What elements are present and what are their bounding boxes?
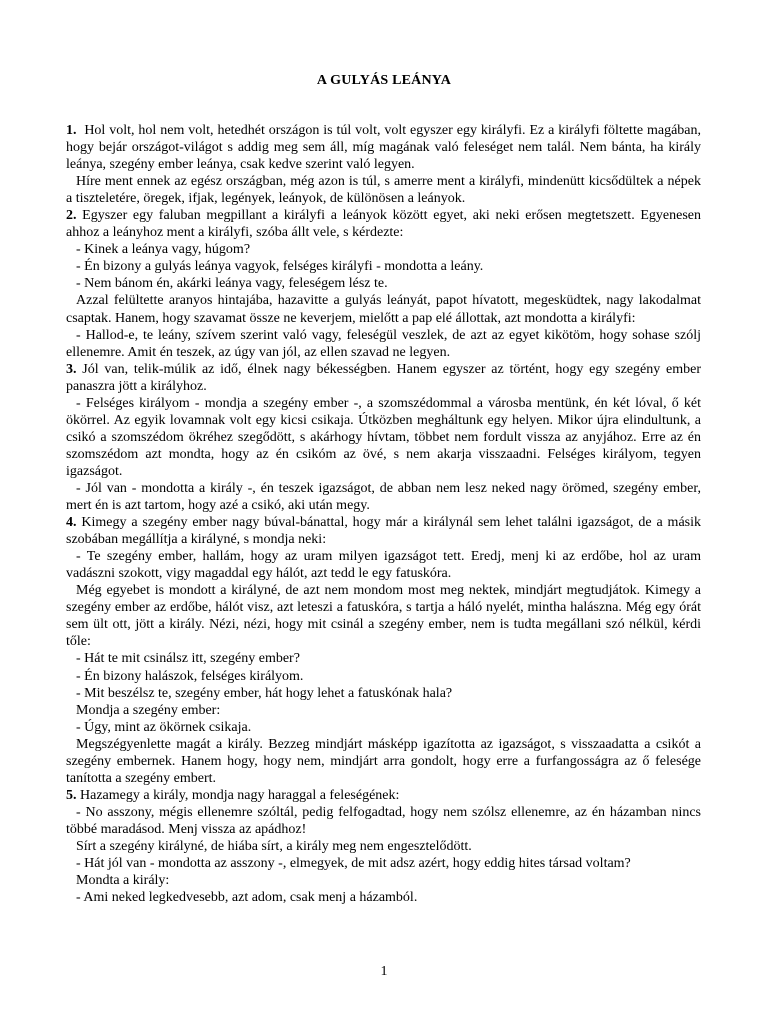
paragraph-text: - Kinek a leánya vagy, húgom? — [76, 242, 251, 258]
paragraph-text: - Hát te mit csinálsz itt, szegény ember? — [76, 651, 300, 667]
paragraph — [66, 275, 701, 292]
story-title: A GULYÁS LEÁNYA — [316, 73, 452, 88]
paragraph-text: - Ami neked legkedvesebb, azt adom, csak menj a házamból. — [76, 890, 418, 906]
paragraph — [66, 668, 701, 685]
paragraph — [66, 173, 705, 207]
paragraph-text: Jól van, telik-múlik az idő, élnek nagy békességben. Hanem egyszer az történt, hogy egy szegény ember panaszra jött a királyhoz. — [66, 361, 705, 394]
paragraph-text: - No asszony, mégis ellenemre szóltál, pedig felfogadtad, hogy nem szólsz ellenemre, az én házamban nincs többé maradásod. Menj vissza az apádhoz! — [66, 804, 705, 837]
paragraph-number: 4. — [66, 515, 77, 531]
paragraph-text: Egyszer egy faluban megpillant a királyfi a leányok között egyet, aki neki erősen megtetszett. Egyenesen ahhoz a leányhoz ment a királyfi, szóba állt vele, s kérdezte: — [66, 208, 705, 241]
numbered-paragraph — [66, 787, 701, 804]
paragraph — [66, 395, 705, 480]
paragraph — [66, 685, 701, 702]
paragraph — [66, 855, 701, 872]
paragraph-text: - Én bizony a gulyás leánya vagyok, felséges királyfi - mondotta a leány. — [76, 259, 484, 275]
paragraph — [66, 889, 701, 906]
paragraph-text: Azzal felültette aranyos hintajába, hazavitte a gulyás leányát, papot hívatott, megesküdtek, nagy lakodalmat csaptak. Hanem, hogy szavamat össze ne keverjem, mielőtt a pap elé állottak, azt mondotta a királyfi: — [66, 293, 705, 326]
paragraph — [66, 719, 701, 736]
paragraph — [66, 872, 701, 889]
story-body — [66, 122, 705, 906]
paragraph — [66, 650, 701, 667]
paragraph-text: - Felséges királyom - mondja a szegény ember -, a szomszédommal a városba mentünk, én két lóval, ő két ökörrel. Az egyik lovamnak volt egy kicsi csikaja. Útközben megháltunk egy helyen. Mikor újra elindultunk, a csikó a szomszédom ökréhez szegődött, s akárhogy hívtam, többet nem fordult vissza az anyjához. Erre az én szomszédom azt mondta, hogy az én csikóm az övé, s nem akarja visszaadni. Felséges királyom, tegyen igazságot. — [66, 395, 705, 479]
paragraph — [66, 582, 705, 650]
paragraph — [66, 702, 701, 719]
paragraph — [66, 804, 705, 838]
paragraph-number: 2. — [66, 208, 77, 224]
paragraph-text: Hazamegy a király, mondja nagy haraggal a feleségének: — [76, 787, 400, 803]
paragraph-text: - Jól van - mondotta a király -, én teszek igazságot, de abban nem lesz neked nagy örömed, szegény ember, mert én is azt tartom, hogy azé a csikó, aki után megy. — [66, 480, 705, 514]
paragraph-text: Sírt a szegény királyné, de hiába sírt, a király meg nem engesztelődött. — [76, 838, 472, 854]
paragraph-text: - Te szegény ember, hallám, hogy az uram milyen igazságot tett. Eredj, menj ki az erdőbe, hol az uram vadászni szokott, vigy magaddal egy hálót, azt tedd le egy fatuskóra. — [66, 549, 705, 582]
paragraph — [66, 480, 705, 514]
paragraph — [66, 241, 701, 258]
paragraph-number: 5. — [66, 787, 77, 803]
paragraph-text: - Úgy, mint az ökörnek csikaja. — [76, 719, 252, 735]
paragraph-text: - Hallod-e, te leány, szívem szerint való vagy, feleségül veszlek, de azt az egyet kikötöm, hogy sohase szólj ellenemre. Amit én teszek, az úgy van jól, az ellen szavad ne legyen. — [66, 327, 705, 360]
paragraph — [66, 258, 701, 275]
paragraph — [66, 548, 705, 582]
paragraph — [66, 327, 705, 361]
paragraph-number: 3. — [66, 361, 77, 377]
paragraph-text: Mondta a király: — [76, 873, 170, 889]
paragraph — [66, 736, 705, 787]
paragraph-text: - Mit beszélsz te, szegény ember, hát hogy lehet a fatuskónak hala? — [76, 685, 453, 701]
paragraph-text: Kimegy a szegény ember nagy búval-bánattal, hogy már a királynál sem lehet találni igazságot, de a másik szobában megállítja a királyné, s mondja neki: — [66, 515, 705, 548]
paragraph-text: - Én bizony halászok, felséges királyom. — [76, 668, 304, 684]
numbered-paragraph — [66, 361, 705, 395]
paragraph-text: Mondja a szegény ember: — [76, 702, 221, 718]
paragraph — [66, 292, 705, 326]
paragraph-text: - Hát jól van - mondotta az asszony -, elmegyek, de mit adsz azért, hogy eddig hites társad voltam? — [76, 856, 631, 872]
numbered-paragraph — [66, 207, 705, 241]
paragraph-text: Hol volt, hol nem volt, hetedhét országon is túl volt, volt egyszer egy királyfi. Ez a királyfi föltette magában, hogy bejár országot-világot s addig meg sem áll, míg magának való feleséget nem talál. Nem bánta, ha király leánya, szegény ember leánya, csak kedve szerint való legyen. — [66, 123, 705, 173]
paragraph-text: Még egyebet is mondott a királyné, de azt nem mondom most meg nektek, mindjárt megtudjátok. Kimegy a szegény ember az erdőbe, hálót visz, azt leteszi a fatuskóra, s tartja a háló nyelét, mintha halászna. Még egy órát sem ült ott, jött a király. Nézi, nézi, hogy mit csinál a szegény ember, nem is tudta megállani szó nélkül, kérdi tőle: — [66, 583, 705, 650]
numbered-paragraph — [66, 514, 705, 548]
numbered-paragraph — [66, 122, 705, 173]
paragraph-text: Megszégyenlette magát a király. Bezzeg mindjárt másképp igazította az igazságot, s visszaadatta a csikót a szegény embernek. Hanem hogy, hogy nem, mindjárt arra gondolt, hogy erre a furfangosságra az ő felesége tanította a szegény embert. — [66, 736, 705, 786]
page-number: 1 — [380, 964, 388, 979]
paragraph — [66, 838, 701, 855]
paragraph-text: - Nem bánom én, akárki leánya vagy, feleségem lész te. — [76, 276, 388, 292]
paragraph-text: Híre ment ennek az egész országban, még azon is túl, s amerre ment a királyfi, mindenütt kicsődültek a népek a tiszteletére, öregek, ifjak, legények, leányok, de különösen a leányok. — [66, 174, 705, 207]
paragraph-number: 1. — [66, 123, 77, 138]
